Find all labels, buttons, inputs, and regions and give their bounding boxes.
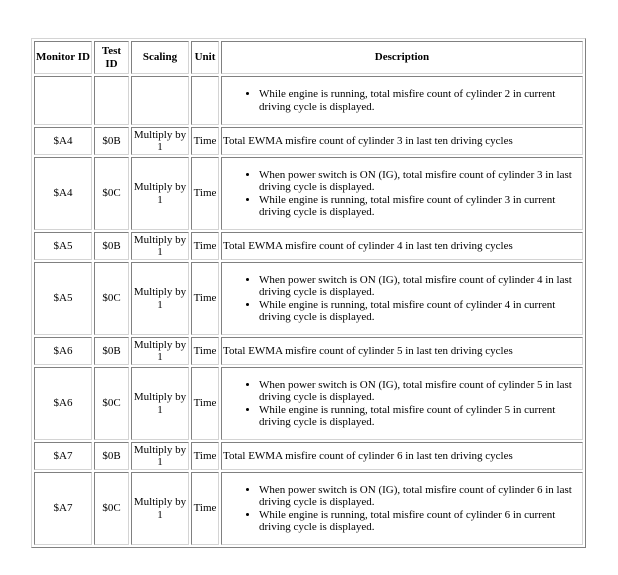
monitor-table-container: [31, 38, 586, 548]
description-bullet: • When power switch is ON (IG), total misfire count of cylinder 4 in last driving cycle is displayed.: [259, 274, 581, 299]
scaling-cell: Multiply by 1: [131, 127, 189, 155]
scaling-cell: Multiply by 1: [131, 232, 189, 260]
test-id-cell: $0C: [94, 262, 129, 335]
test-id-cell: $0B: [94, 442, 129, 470]
table-row: [34, 127, 583, 155]
description-cell: [221, 367, 583, 440]
scaling-cell: Multiply by 1: [131, 367, 189, 440]
monitor-id-cell: $A4: [34, 127, 92, 155]
table-header: [34, 41, 583, 74]
header-monitor-id: Monitor ID: [34, 41, 92, 74]
description-bullet: • When power switch is ON (IG), total misfire count of cylinder 3 in last driving cycle is displayed.: [259, 169, 581, 194]
description-cell: [221, 76, 583, 125]
monitor-id-cell: $A7: [34, 472, 92, 545]
description-bullet-list: [223, 274, 581, 324]
unit-cell: Time: [191, 472, 219, 545]
description-bullet: • When power switch is ON (IG), total misfire count of cylinder 5 in last driving cycle is displayed.: [259, 379, 581, 404]
header-unit: Unit: [191, 41, 219, 74]
unit-cell: Time: [191, 262, 219, 335]
table-row: [34, 157, 583, 230]
test-id-cell: $0C: [94, 157, 129, 230]
scaling-cell: Multiply by 1: [131, 442, 189, 470]
unit-cell: Time: [191, 127, 219, 155]
description-bullet: • While engine is running, total misfire count of cylinder 2 in current driving cycle is displayed.: [259, 88, 581, 113]
monitor-id-cell: $A6: [34, 337, 92, 365]
table-row: [34, 442, 583, 470]
monitor-id-cell: $A6: [34, 367, 92, 440]
scaling-cell: Multiply by 1: [131, 472, 189, 545]
monitor-id-cell: [34, 76, 92, 125]
description-cell: Total EWMA misfire count of cylinder 6 in last ten driving cycles: [221, 442, 583, 470]
unit-cell: Time: [191, 232, 219, 260]
description-bullet: • When power switch is ON (IG), total misfire count of cylinder 6 in last driving cycle is displayed.: [259, 484, 581, 509]
description-bullet: • While engine is running, total misfire count of cylinder 5 in current driving cycle is displayed.: [259, 404, 581, 429]
test-id-cell: $0B: [94, 337, 129, 365]
test-id-cell: $0B: [94, 232, 129, 260]
monitor-id-cell: $A7: [34, 442, 92, 470]
scaling-cell: Multiply by 1: [131, 262, 189, 335]
description-bullet: • While engine is running, total misfire count of cylinder 6 in current driving cycle is displayed.: [259, 509, 581, 534]
table-row: [34, 337, 583, 365]
monitor-id-cell: $A5: [34, 262, 92, 335]
description-bullet-list: [223, 379, 581, 429]
table-body: [34, 76, 583, 545]
description-bullet: • While engine is running, total misfire count of cylinder 4 in current driving cycle is displayed.: [259, 299, 581, 324]
header-scaling: Scaling: [131, 41, 189, 74]
table-row: [34, 367, 583, 440]
test-id-cell: $0C: [94, 367, 129, 440]
description-cell: [221, 262, 583, 335]
scaling-cell: Multiply by 1: [131, 157, 189, 230]
table-row: [34, 76, 583, 125]
unit-cell: Time: [191, 442, 219, 470]
monitor-id-cell: $A4: [34, 157, 92, 230]
scaling-cell: Multiply by 1: [131, 337, 189, 365]
description-cell: [221, 157, 583, 230]
header-row: [34, 41, 583, 74]
unit-cell: Time: [191, 337, 219, 365]
test-id-cell: $0C: [94, 472, 129, 545]
test-id-cell: [94, 76, 129, 125]
description-bullet: • While engine is running, total misfire count of cylinder 3 in current driving cycle is displayed.: [259, 194, 581, 219]
unit-cell: [191, 76, 219, 125]
header-test-id: Test ID: [94, 41, 129, 74]
monitor-id-cell: $A5: [34, 232, 92, 260]
monitor-test-table: [31, 38, 586, 548]
description-bullet-list: [223, 169, 581, 219]
description-bullet-list: [223, 88, 581, 113]
description-cell: Total EWMA misfire count of cylinder 3 in last ten driving cycles: [221, 127, 583, 155]
test-id-cell: $0B: [94, 127, 129, 155]
table-row: [34, 232, 583, 260]
header-description: Description: [221, 41, 583, 74]
unit-cell: Time: [191, 367, 219, 440]
table-row: [34, 472, 583, 545]
description-bullet-list: [223, 484, 581, 534]
table-row: [34, 262, 583, 335]
unit-cell: Time: [191, 157, 219, 230]
scaling-cell: [131, 76, 189, 125]
description-cell: [221, 472, 583, 545]
description-cell: Total EWMA misfire count of cylinder 5 in last ten driving cycles: [221, 337, 583, 365]
description-cell: Total EWMA misfire count of cylinder 4 in last ten driving cycles: [221, 232, 583, 260]
